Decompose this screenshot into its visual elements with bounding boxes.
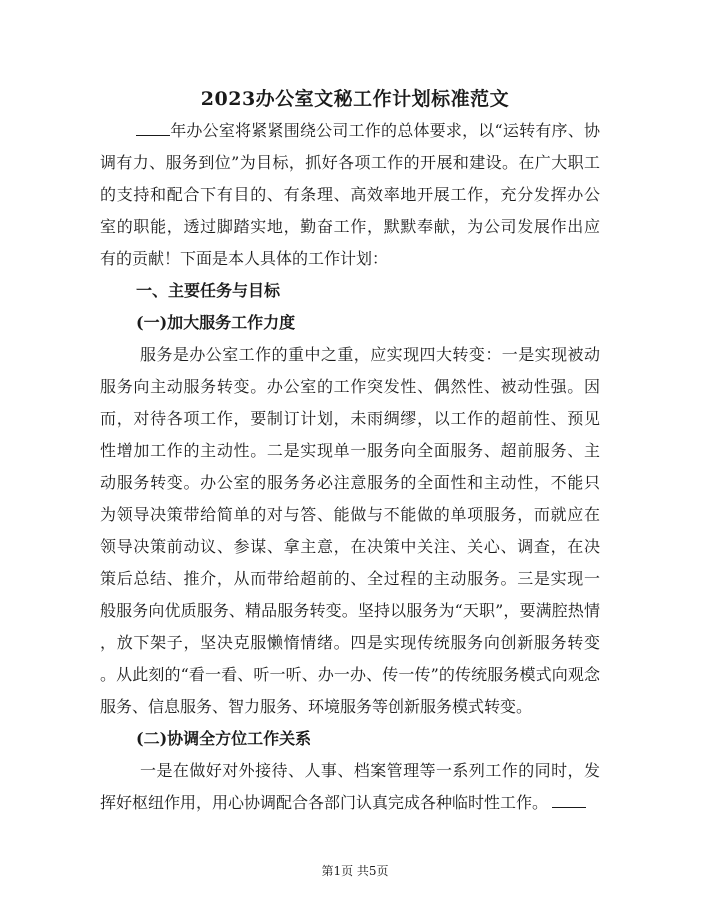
- section-heading-1: 一、主要任务与目标: [136, 281, 281, 300]
- body-line: 挥好枢纽作用，用心协调配合各部门认真完成各种临时性工作。: [100, 793, 600, 813]
- document-title: 2023办公室文秘工作计划标准范文: [200, 88, 510, 110]
- page-footer: 第1页 共5页: [321, 864, 389, 878]
- blank-underline: [552, 793, 586, 808]
- intro-line-3: 的支持和配合下有目的、有条理、高效率地开展工作，充分发挥办公: [100, 185, 600, 204]
- body-line: 般服务向优质服务、精品服务转变。坚持以服务为“天职”，要满腔热情: [100, 601, 600, 620]
- subsection-heading-1: (一)加大服务工作力度: [136, 313, 296, 332]
- intro-line-2: 调有力、服务到位”为目标，抓好各项工作的开展和建设。在广大职工: [100, 153, 600, 172]
- body-line: 服务、信息服务、智力服务、环境服务等创新服务模式转变。: [100, 697, 533, 716]
- body-line: 策后总结、推介，从而带给超前的、全过程的主动服务。三是实现一: [100, 569, 600, 588]
- body-line: 为领导决策带给简单的对与答、能做与不能做的单项服务，而就应在: [100, 505, 600, 524]
- body-line: 领导决策前动议、参谋、拿主意，在决策中关注、关心、调查，在决: [100, 537, 600, 556]
- intro-line-1: 年办公室将紧紧围绕公司工作的总体要求，以“运转有序、协: [100, 121, 600, 141]
- blank-underline: [136, 121, 170, 136]
- body-line: 动服务转变。办公室的服务务必注意服务的全面性和主动性，不能只: [100, 473, 600, 492]
- body-line: 服务是办公室工作的重中之重，应实现四大转变：一是实现被动: [140, 345, 600, 364]
- body-line: 而，对待各项工作，要制订计划，未雨绸缪，以工作的超前性、预见: [100, 409, 600, 428]
- body-line: 服务向主动服务转变。办公室的工作突发性、偶然性、被动性强。因: [100, 377, 600, 396]
- body-line: 一是在做好对外接待、人事、档案管理等一系列工作的同时，发: [140, 761, 600, 780]
- intro-line-4: 室的职能，透过脚踏实地，勤奋工作，默默奉献，为公司发展作出应: [100, 217, 600, 236]
- body-line: 性增加工作的主动性。二是实现单一服务向全面服务、超前服务、主: [100, 441, 600, 460]
- subsection-heading-2: (二)协调全方位工作关系: [136, 729, 312, 748]
- body-line: 。从此刻的“看一看、听一听、办一办、传一传”的传统服务模式向观念: [100, 665, 600, 684]
- intro-line-5: 有的贡献！下面是本人具体的工作计划：: [100, 249, 389, 268]
- body-line: ，放下架子，坚决克服懒惰情绪。四是实现传统服务向创新服务转变: [100, 633, 600, 652]
